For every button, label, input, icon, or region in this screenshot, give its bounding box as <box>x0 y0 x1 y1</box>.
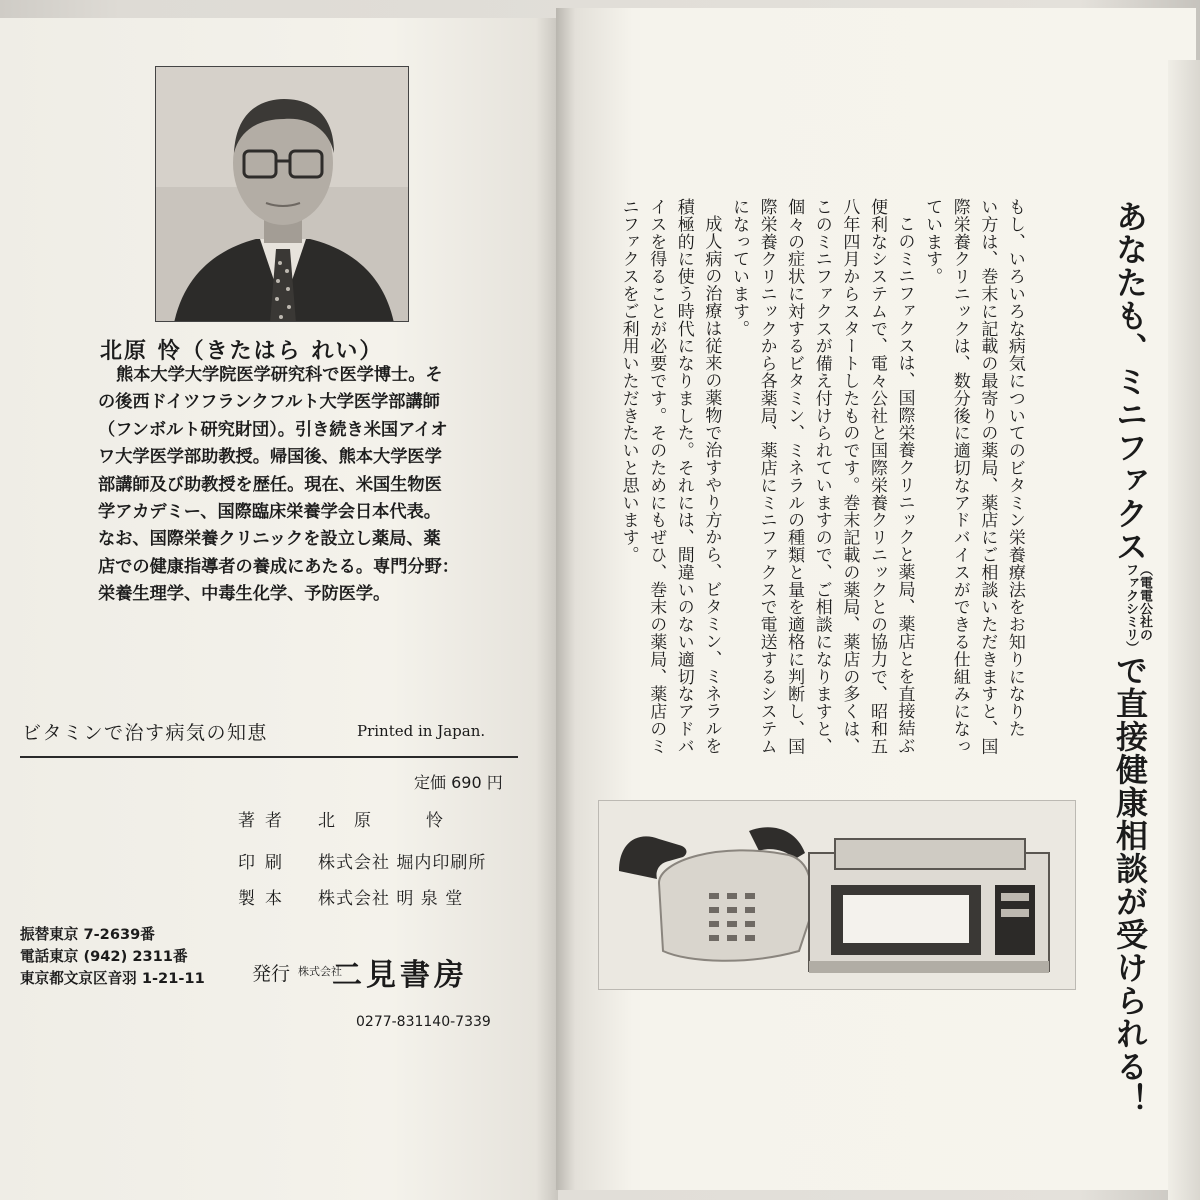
bio-line: （フンボルト研究財団）。引き続き米国アイオ <box>98 419 448 440</box>
colophon-author-label: 著者 <box>238 811 292 831</box>
body-line: 便利なシステムで、電々公社と国際栄養クリニックとの協力で、昭和五 <box>866 198 887 755</box>
body-line: ニファクスをご利用いただきたいと思います。 <box>618 198 639 564</box>
colophon-author-value: 北 原 怜 <box>318 811 444 831</box>
contact-line: 振替東京 7‐2639番 <box>20 926 155 943</box>
headline-part2: で直接健康相談が受けられる！ <box>1111 654 1149 1116</box>
bio-line: 店での健康指導者の養成にあたる。専門分野： <box>98 556 459 577</box>
page-edge <box>1168 60 1200 1200</box>
body-line: 積極的に使う時代になりました。それには、間違いのない適切なアドバ <box>673 198 694 755</box>
body-line: 個々の症状に対するビタミン、ミネラルの種類と量を適格に判断し、国 <box>784 198 805 755</box>
colophon-author-row <box>238 806 528 831</box>
bio-line: 学アカデミー、国際臨床栄養学会日本代表。 <box>98 502 441 523</box>
article-body <box>614 198 1028 768</box>
publisher <box>252 950 468 994</box>
body-line: このミニファクスは、国際栄養クリニックと薬局、薬店とを直接結ぶ <box>894 215 915 755</box>
bio-line: 部講師及び助教授を歴任。現在、米国生物医 <box>98 474 442 495</box>
publisher-label: 発行 <box>252 962 291 985</box>
publisher-contact <box>20 924 205 990</box>
headline <box>1110 200 1151 1116</box>
divider-rule <box>20 756 518 758</box>
headline-paren-bottom: ファクシミリ <box>1123 563 1138 641</box>
bio-line: なお、国際栄養クリニックを設立し薬局、薬 <box>98 529 441 550</box>
contact-line: 東京都文京区音羽 1‐21‐11 <box>20 970 205 987</box>
colophon-printer-row <box>238 848 528 873</box>
body-line: 八年四月からスタートしたものです。巻末記載の薬局、薬店の多くは、 <box>839 198 860 755</box>
publisher-corp-label: 株式会社 <box>298 965 343 978</box>
price: 定価 690 円 <box>414 773 503 792</box>
headline-paren-top: 電電公社の <box>1137 576 1152 641</box>
colophon-printer-value: 株式会社 堀内印刷所 <box>318 853 487 873</box>
body-line: イスを得ることが必要です。そのためにもぜひ、巻末の薬局、薬店のミ <box>646 198 667 755</box>
author-biography <box>98 362 470 609</box>
author-portrait-icon <box>156 67 409 322</box>
contact-line: 電話東京 (942) 2311番 <box>20 948 188 965</box>
headline-parenthetical: （電電公社の ファクシミリ） <box>1123 563 1152 654</box>
colophon-binder-label: 製本 <box>238 889 292 909</box>
book-title: ビタミンで治す病気の知恵 <box>22 722 269 744</box>
body-line: になっています。 <box>728 198 749 338</box>
telephone-fax-icon <box>599 801 1076 990</box>
publisher-name: 二見書房 <box>332 958 469 993</box>
bio-line: ワ大学医学部助教授。帰国後、熊本大学医学 <box>98 447 442 468</box>
colophon-binder-value: 株式会社 明 泉 堂 <box>318 889 464 909</box>
body-line: 際栄養クリニックから各薬局、薬店にミニファクスで電送するシステム <box>756 198 777 755</box>
fax-machine-photo <box>598 800 1076 990</box>
body-line: もし、いろいろな病気についてのビタミン栄養療法をお知りになりた <box>1004 198 1025 738</box>
colophon-binder-row <box>238 884 528 909</box>
body-line: 成人病の治療は従来の薬物で治すやり方から、ビタミン、ミネラルを <box>701 215 722 755</box>
colophon-printer-label: 印刷 <box>238 853 292 873</box>
body-line: い方は、巻末に記載の最寄りの薬局、薬店にご相談いただきますと、国 <box>977 198 998 755</box>
author-photo <box>155 66 409 322</box>
isbn-code: 0277-831140-7339 <box>356 1014 491 1030</box>
body-line: 際栄養クリニックは、数分後に適切なアドバイスができる仕組みになっ <box>949 198 970 755</box>
author-name: 北原 怜（きたはら れい） <box>100 339 384 364</box>
bio-line: 栄養生理学、中毒生化学、予防医学。 <box>98 584 391 605</box>
printed-in-label: Printed in Japan. <box>357 722 486 740</box>
body-line: ています。 <box>922 198 943 285</box>
headline-part1: あなたも、ミニファクス <box>1111 200 1149 563</box>
bio-line: の後西ドイツフランクフルト大学医学部講師 <box>98 392 440 413</box>
bio-line: 熊本大学大学院医学研究科で医学博士。そ <box>116 365 443 385</box>
body-line: このミニファクスが備え付けられていますので、ご相談になりますと、 <box>811 198 832 755</box>
